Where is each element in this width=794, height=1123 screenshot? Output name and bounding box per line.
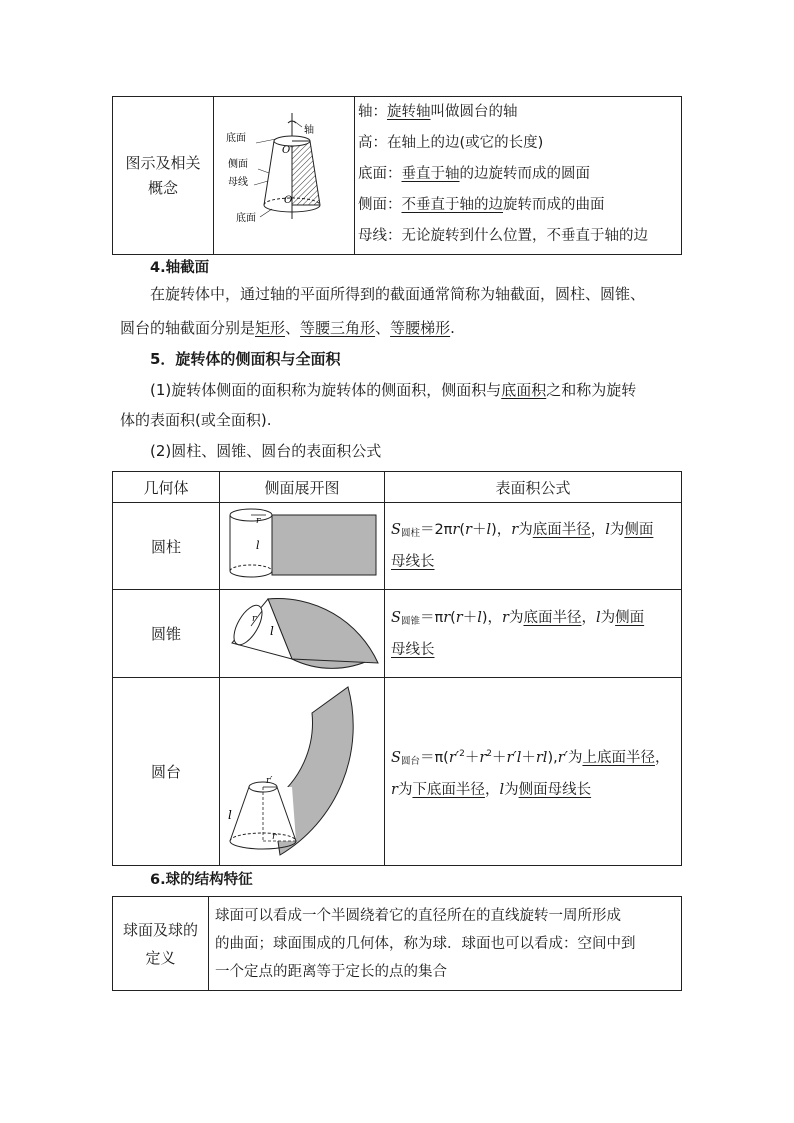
header-solid: 几何体 [113, 472, 220, 503]
cone-name: 圆锥 [113, 590, 220, 678]
frustum-rp-label: r′ [266, 775, 273, 786]
frustum-net-figure [220, 679, 384, 865]
concept-label-cell [113, 97, 214, 255]
side-line: 侧面：不垂直于轴的边旋转而成的曲面 [358, 197, 605, 213]
sphere-line-2: 的曲面；球面围成的几何体，称为球．球面也可以看成：空间中到 [215, 935, 636, 952]
frustum-r-label: r [272, 831, 277, 842]
section4-para-a: 在旋转体中，通过轴的平面所得到的截面通常简称为轴截面，圆柱、圆锥、 [150, 285, 646, 303]
section5-item1-b: 体的表面积(或全面积). [120, 411, 272, 429]
frustum-figure-cell [214, 97, 355, 255]
header-formula: 表面积公式 [385, 472, 682, 503]
header-net: 侧面展开图 [220, 472, 385, 503]
bottom-base-label: 底面 [236, 212, 256, 224]
frustum-name: 圆台 [113, 678, 220, 866]
sphere-text-cell [209, 897, 682, 991]
cylinder-net-cell [220, 503, 385, 590]
sphere-label: 球面及球的定义 [122, 920, 198, 967]
cylinder-r-label: r [256, 516, 261, 526]
frustum-concept-table [112, 96, 682, 255]
section6-heading: 6.球的结构特征 [150, 872, 253, 888]
cone-r-label: r [252, 613, 257, 624]
section5-heading: 5．旋转体的侧面积与全面积 [150, 350, 341, 368]
section5-item2: (2)圆柱、圆锥、圆台的表面积公式 [150, 442, 382, 460]
side-label: 侧面 [228, 158, 248, 170]
frustum-l-label: l [228, 807, 232, 822]
generatrix-label: 母线 [228, 176, 248, 188]
generatrix-line: 母线：无论旋转到什么位置，不垂直于轴的边 [358, 228, 648, 244]
cone-net-cell [220, 590, 385, 678]
frustum-net-cell [220, 678, 385, 866]
cylinder-net-figure [220, 503, 384, 589]
concept-text-cell [355, 97, 682, 255]
section5-item1-a: (1)旋转体侧面的面积称为旋转体的侧面积，侧面积与底面积之和称为旋转 [150, 381, 637, 399]
axis-label: 轴 [304, 124, 314, 136]
base-line: 底面：垂直于轴的边旋转而成的圆面 [358, 166, 590, 182]
concept-label: 图示及相关概念 [125, 153, 201, 197]
cylinder-l-label: l [256, 539, 260, 552]
center-bottom-label: O [284, 194, 293, 206]
frustum-formula: $S_{圆台}=\pi(r'^2+r^2+r'l+rl),r'$为上底面半径， r为下底面半径，l为侧面母线长 [385, 678, 682, 866]
sphere-definition-table [112, 896, 682, 991]
section4-heading: 4.轴截面 [150, 260, 210, 276]
sphere-label-cell [113, 897, 209, 991]
cone-l-label: l [270, 623, 274, 638]
cone-formula: $S_{圆锥}=\pi r(r+l)$，r为底面半径，l为侧面 母线长 [385, 590, 682, 678]
sphere-line-1: 球面可以看成一个半圆绕着它的直径所在的直线旋转一周所形成 [215, 907, 621, 924]
axis-line: 轴：旋转轴叫做圆台的轴 [358, 104, 518, 120]
sphere-line-3: 一个定点的距离等于定长的点的集合 [215, 963, 447, 980]
cone-net-figure [220, 591, 384, 677]
height-line: 高：在轴上的边(或它的长度) [358, 135, 544, 151]
cylinder-formula: $S_{圆柱}=2\pi r(r+l)$，r为底面半径，l为侧面 母线长 [385, 503, 682, 590]
frustum-figure [214, 101, 354, 251]
top-base-label: 底面 [226, 132, 246, 144]
center-top-label: O′ [282, 144, 293, 156]
section4-para-b: 圆台的轴截面分别是矩形、等腰三角形、等腰梯形. [120, 319, 455, 337]
cylinder-name: 圆柱 [113, 503, 220, 590]
surface-area-table [112, 471, 682, 866]
